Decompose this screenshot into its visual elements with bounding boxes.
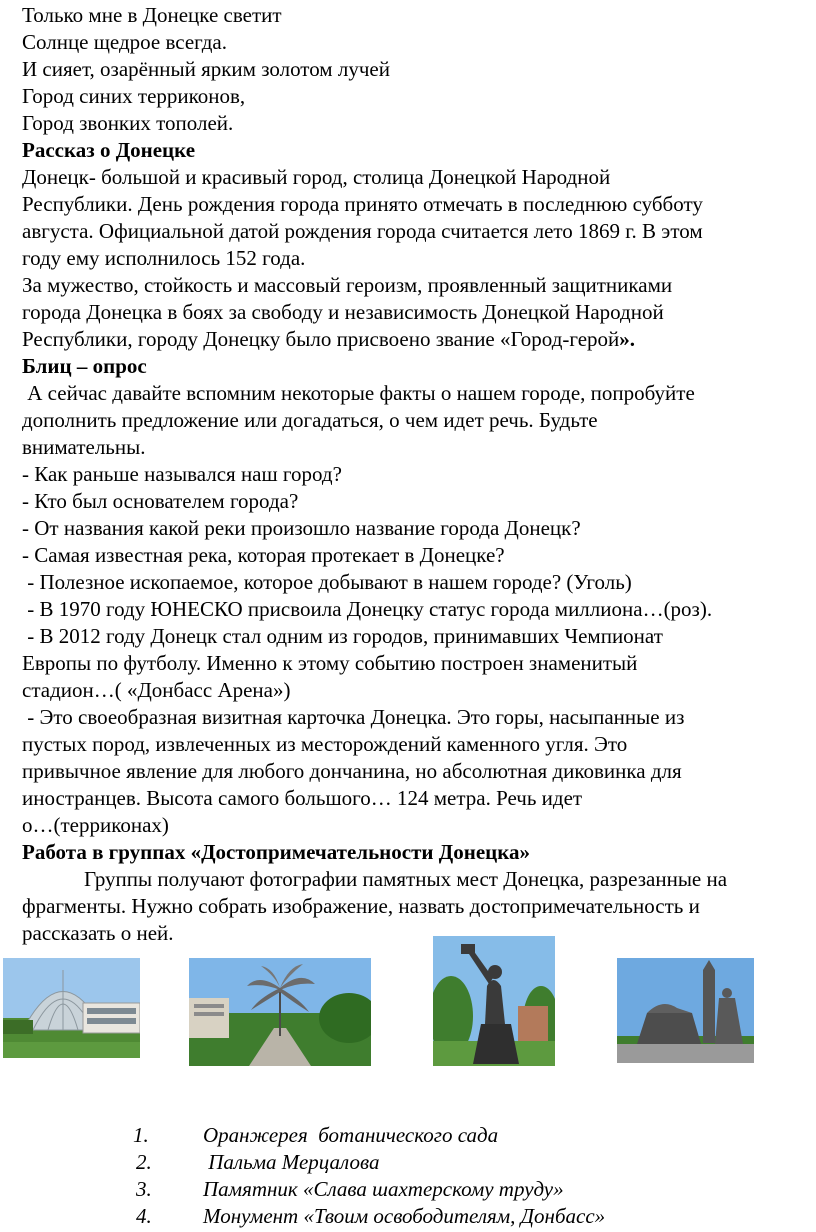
- poem-line: Город звонких тополей.: [22, 111, 234, 135]
- list-item-text: Пальма Мерцалова: [203, 1150, 380, 1174]
- blitz-question: - Это своеобразная визитная карточка Донецка. Это горы, насыпанные из: [22, 705, 685, 729]
- blitz-question: иностранцев. Высота самого большого… 124 метра. Речь идет: [22, 786, 583, 810]
- liberators-monument-photo: [617, 958, 754, 1063]
- greenhouse-photo: [3, 958, 140, 1058]
- list-item-number: 2.: [136, 1150, 152, 1174]
- list-item-text: Оранжерея ботанического сада: [203, 1123, 499, 1147]
- poem-line: И сияет, озарённый ярким золотом лучей: [22, 57, 390, 81]
- blitz-question: - От названия какой реки произошло название города Донецк?: [22, 516, 581, 540]
- blitz-question: - Кто был основателем города?: [22, 489, 299, 513]
- blitz-question: - Как раньше назывался наш город?: [22, 462, 342, 486]
- blitz-question: о…(терриконах): [22, 813, 169, 837]
- groups-line: фрагменты. Нужно собрать изображение, назвать достопримечательность и: [22, 894, 700, 918]
- blitz-question: - Самая известная река, которая протекает в Донецке?: [22, 543, 505, 567]
- story-line-text: Республики, городу Донецку было присвоено звание «Город-герой: [22, 327, 620, 351]
- story-heading: Рассказ о Донецке: [22, 138, 196, 162]
- list-item-number: 4.: [136, 1204, 152, 1228]
- poem-line: Город синих терриконов,: [22, 84, 246, 108]
- list-item-text: Монумент «Твоим освободителям, Донбасс»: [203, 1204, 606, 1228]
- miner-monument-photo: [433, 936, 555, 1066]
- groups-heading: Работа в группах «Достопримечательности Донецка»: [22, 840, 531, 864]
- palm-photo: [189, 958, 371, 1066]
- text-block: [22, 2, 814, 947]
- story-line: году ему исполнилось 152 года.: [22, 246, 306, 270]
- story-line: Донецк- большой и красивый город, столица Донецкой Народной: [22, 165, 611, 189]
- story-line: Республики. День рождения города принято отмечать в последнюю субботу: [22, 192, 703, 216]
- story-line-end: ».: [619, 327, 636, 351]
- blitz-question: привычное явление для любого дончанина, но абсолютная диковинка для: [22, 759, 682, 783]
- blitz-question: Европы по футболу. Именно к этому событию построен знаменитый: [22, 651, 638, 675]
- poem-line: Только мне в Донецке светит: [22, 3, 282, 27]
- story-line: августа. Официальной датой рождения города считается лето 1869 г. В этом: [22, 219, 703, 243]
- blitz-intro-line: внимательны.: [22, 435, 146, 459]
- story-line-last: [22, 326, 814, 353]
- story-line: города Донецка в боях за свободу и независимость Донецкой Народной: [22, 300, 664, 324]
- blitz-question: стадион…( «Донбасс Арена»): [22, 678, 291, 702]
- blitz-question: пустых пород, извлеченных из месторождений каменного угля. Это: [22, 732, 628, 756]
- blitz-question: - В 1970 году ЮНЕСКО присвоила Донецку статус города миллиона…(роз).: [22, 597, 713, 621]
- blitz-intro-line: дополнить предложение или догадаться, о чем идет речь. Будьте: [22, 408, 598, 432]
- list-item-text: Памятник «Слава шахтерскому труду»: [203, 1177, 564, 1201]
- list-item-number: 3.: [136, 1177, 152, 1201]
- blitz-intro-line: А сейчас давайте вспомним некоторые факты о нашем городе, попробуйте: [22, 381, 695, 405]
- photo-strip: [0, 958, 816, 1066]
- groups-line: рассказать о ней.: [22, 921, 174, 945]
- story-line: За мужество, стойкость и массовый героизм, проявленный защитниками: [22, 273, 673, 297]
- groups-line: Группы получают фотографии памятных мест Донецка, разрезанные на: [84, 867, 728, 891]
- poem-line: Солнце щедрое всегда.: [22, 30, 227, 54]
- blitz-heading: Блиц – опрос: [22, 354, 147, 378]
- blitz-question: - Полезное ископаемое, которое добывают в нашем городе? (Уголь): [22, 570, 632, 594]
- blitz-question: - В 2012 году Донецк стал одним из городов, принимавших Чемпионат: [22, 624, 663, 648]
- list-item-number: 1.: [133, 1123, 149, 1147]
